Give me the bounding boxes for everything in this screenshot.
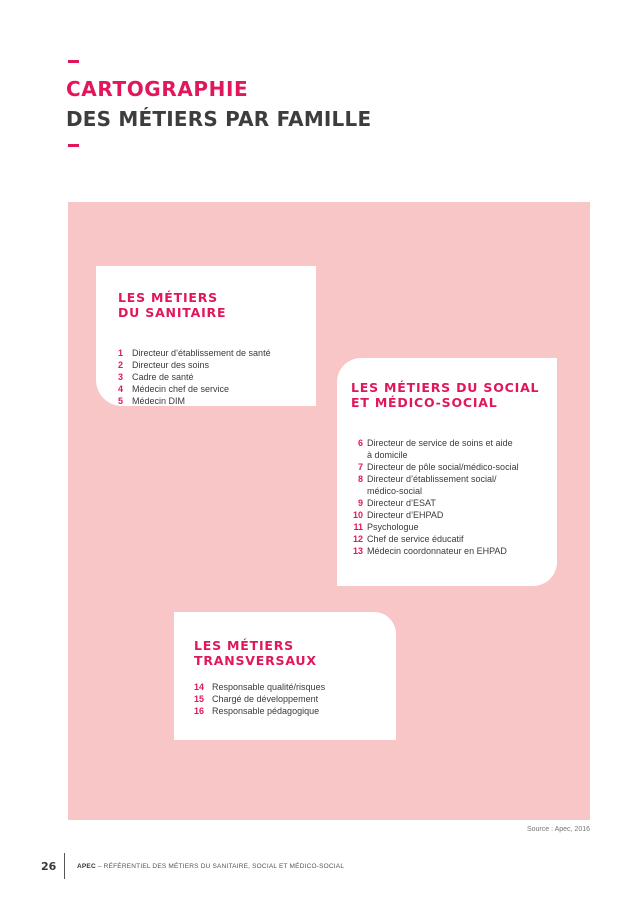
list-item bbox=[351, 521, 519, 533]
item-label: Chef de service éducatif bbox=[367, 534, 464, 544]
list-item bbox=[351, 461, 519, 473]
item-label: Cadre de santé bbox=[132, 372, 194, 382]
title-dash-top bbox=[68, 60, 79, 63]
item-label: Directeur d’ESAT bbox=[367, 498, 436, 508]
item-number: 11 bbox=[353, 522, 363, 532]
item-number: 6 bbox=[357, 438, 363, 448]
page-number: 26 bbox=[41, 860, 57, 873]
list-item bbox=[118, 383, 271, 395]
card-social-title-line1: LES MÉTIERS DU SOCIAL bbox=[351, 380, 540, 395]
list-item bbox=[194, 693, 325, 705]
list-item bbox=[118, 359, 271, 371]
source-note: Source : Apec, 2016 bbox=[526, 826, 590, 833]
item-label-continuation: à domicile bbox=[367, 450, 408, 460]
item-number: 2 bbox=[118, 360, 124, 370]
item-label: Directeur de service de soins et aide bbox=[367, 438, 513, 448]
item-label: Directeur des soins bbox=[132, 360, 210, 370]
card-social-list bbox=[351, 437, 519, 557]
card-sanitaire-title bbox=[118, 290, 226, 320]
card-transversaux-title bbox=[194, 638, 317, 668]
card-sanitaire bbox=[96, 266, 316, 406]
item-number: 3 bbox=[118, 372, 124, 382]
item-label: Directeur d’EHPAD bbox=[367, 510, 444, 520]
item-label: Directeur de pôle social/médico-social bbox=[367, 462, 519, 472]
item-number: 16 bbox=[194, 706, 205, 716]
card-transversaux-title-line1: LES MÉTIERS bbox=[194, 638, 294, 653]
list-item bbox=[194, 681, 325, 693]
item-label: Directeur d’établissement social/ bbox=[367, 474, 497, 484]
card-social-title bbox=[351, 380, 539, 410]
item-label: Psychologue bbox=[367, 522, 419, 532]
item-label: Médecin DIM bbox=[132, 396, 186, 406]
item-label: Responsable qualité/risques bbox=[212, 682, 326, 692]
item-label: Directeur d’établissement de santé bbox=[132, 348, 271, 358]
list-item bbox=[351, 533, 519, 545]
item-number: 9 bbox=[357, 498, 363, 508]
list-item bbox=[351, 545, 519, 557]
item-number: 5 bbox=[118, 396, 124, 406]
card-sanitaire-title-line2: DU SANITAIRE bbox=[118, 305, 227, 320]
card-sanitaire-title-line1: LES MÉTIERS bbox=[118, 290, 218, 305]
card-social-title-line2: ET MÉDICO-SOCIAL bbox=[351, 395, 498, 410]
item-number: 7 bbox=[357, 462, 363, 472]
item-label: Chargé de développement bbox=[212, 694, 319, 704]
list-item bbox=[351, 437, 519, 461]
item-number: 14 bbox=[194, 682, 205, 692]
list-item bbox=[118, 395, 271, 407]
list-item bbox=[194, 705, 325, 717]
item-number: 12 bbox=[352, 534, 363, 544]
item-number: 4 bbox=[118, 384, 124, 394]
footer-running-title bbox=[77, 863, 344, 870]
card-sanitaire-list bbox=[118, 347, 271, 407]
card-transversaux-list bbox=[194, 681, 325, 717]
card-transversaux-title-line2: TRANSVERSAUX bbox=[194, 653, 317, 668]
page-title-line1: CARTOGRAPHIE bbox=[66, 77, 249, 101]
list-item bbox=[351, 509, 519, 521]
item-label-continuation: médico-social bbox=[367, 486, 423, 496]
card-transversaux bbox=[174, 612, 396, 740]
list-item bbox=[118, 371, 271, 383]
list-item bbox=[351, 473, 519, 497]
list-item bbox=[351, 497, 519, 509]
item-number: 13 bbox=[352, 546, 363, 556]
title-dash-bottom bbox=[68, 144, 79, 147]
page-title-line2: DES MÉTIERS PAR FAMILLE bbox=[66, 107, 372, 131]
item-number: 1 bbox=[118, 348, 124, 358]
footer-title-text: – RÉFÉRENTIEL DES MÉTIERS DU SANITAIRE, SOCIAL ET MÉDICO-SOCIAL bbox=[95, 863, 345, 870]
card-social bbox=[337, 358, 557, 586]
item-label: Médecin coordonnateur en EHPAD bbox=[367, 546, 507, 556]
footer-brand: APEC bbox=[77, 863, 96, 870]
footer-divider bbox=[64, 853, 65, 879]
item-number: 10 bbox=[352, 510, 363, 520]
item-number: 15 bbox=[194, 694, 205, 704]
item-label: Médecin chef de service bbox=[132, 384, 230, 394]
item-number: 8 bbox=[357, 474, 363, 484]
item-label: Responsable pédagogique bbox=[212, 706, 320, 716]
list-item bbox=[118, 347, 271, 359]
